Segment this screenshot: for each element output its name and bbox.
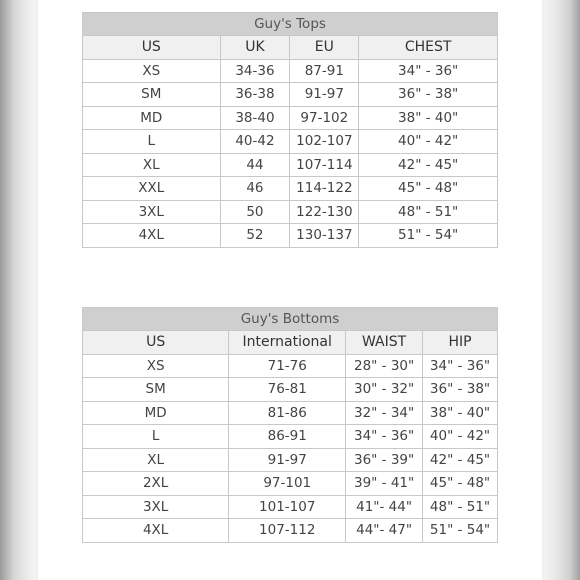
table-cell: 50: [220, 200, 290, 224]
table-cell: 45" - 48": [359, 177, 498, 201]
column-header-waist: WAIST: [346, 331, 423, 355]
tops-header-row: [83, 36, 498, 60]
table-cell: 86-91: [229, 425, 346, 449]
column-header-hip: HIP: [423, 331, 498, 355]
table-cell: 52: [220, 224, 290, 248]
table-cell: 36" - 38": [423, 378, 498, 402]
table-cell: 44"- 47": [346, 519, 423, 543]
table-row: [83, 354, 498, 378]
table-cell: XS: [83, 59, 221, 83]
table-row: [83, 519, 498, 543]
table-cell: 114-122: [290, 177, 359, 201]
table-cell: 28" - 30": [346, 354, 423, 378]
table-cell: 42" - 45": [359, 153, 498, 177]
tops-table-title: Guy's Tops: [83, 13, 498, 36]
table-cell: 122-130: [290, 200, 359, 224]
table-cell: 34" - 36": [359, 59, 498, 83]
table-cell: 38" - 40": [359, 106, 498, 130]
column-header-international: International: [229, 331, 346, 355]
bottoms-header-row: [83, 331, 498, 355]
table-cell: 97-101: [229, 472, 346, 496]
table-cell: 4XL: [83, 519, 229, 543]
table-cell: 46: [220, 177, 290, 201]
table-cell: 71-76: [229, 354, 346, 378]
table-cell: 34" - 36": [423, 354, 498, 378]
table-cell: 36-38: [220, 83, 290, 107]
table-cell: 41"- 44": [346, 495, 423, 519]
table-cell: SM: [83, 378, 229, 402]
column-header-uk: UK: [220, 36, 290, 60]
table-cell: 45" - 48": [423, 472, 498, 496]
table-cell: 51" - 54": [423, 519, 498, 543]
table-row: [83, 200, 498, 224]
table-cell: 48" - 51": [359, 200, 498, 224]
table-row: [83, 378, 498, 402]
table-cell: XS: [83, 354, 229, 378]
table-cell: 51" - 54": [359, 224, 498, 248]
table-cell: 36" - 38": [359, 83, 498, 107]
table-cell: MD: [83, 401, 229, 425]
table-cell: XL: [83, 448, 229, 472]
table-cell: XL: [83, 153, 221, 177]
table-row: [83, 177, 498, 201]
column-header-us: US: [83, 36, 221, 60]
table-row: [83, 83, 498, 107]
table-cell: 34" - 36": [346, 425, 423, 449]
table-cell: 40" - 42": [423, 425, 498, 449]
column-header-eu: EU: [290, 36, 359, 60]
table-cell: 44: [220, 153, 290, 177]
table-cell: 130-137: [290, 224, 359, 248]
table-cell: 3XL: [83, 495, 229, 519]
table-row: [83, 448, 498, 472]
table-row: [83, 495, 498, 519]
table-row: [83, 130, 498, 154]
table-cell: 48" - 51": [423, 495, 498, 519]
table-cell: MD: [83, 106, 221, 130]
table-cell: 102-107: [290, 130, 359, 154]
table-row: [83, 59, 498, 83]
table-cell: 101-107: [229, 495, 346, 519]
table-cell: 36" - 39": [346, 448, 423, 472]
table-cell: 91-97: [229, 448, 346, 472]
table-cell: 3XL: [83, 200, 221, 224]
table-cell: SM: [83, 83, 221, 107]
table-row: [83, 106, 498, 130]
table-cell: 107-114: [290, 153, 359, 177]
bottoms-table-title: Guy's Bottoms: [83, 308, 498, 331]
table-cell: 39" - 41": [346, 472, 423, 496]
table-cell: L: [83, 425, 229, 449]
table-cell: 91-97: [290, 83, 359, 107]
table-row: [83, 224, 498, 248]
table-cell: 4XL: [83, 224, 221, 248]
table-cell: 40" - 42": [359, 130, 498, 154]
table-row: [83, 153, 498, 177]
table-row: [83, 472, 498, 496]
table-cell: 97-102: [290, 106, 359, 130]
table-cell: 30" - 32": [346, 378, 423, 402]
column-header-chest: CHEST: [359, 36, 498, 60]
table-cell: 81-86: [229, 401, 346, 425]
table-cell: 38-40: [220, 106, 290, 130]
table-cell: L: [83, 130, 221, 154]
column-header-us: US: [83, 331, 229, 355]
table-cell: 40-42: [220, 130, 290, 154]
table-row: [83, 401, 498, 425]
table-cell: 34-36: [220, 59, 290, 83]
table-row: [83, 425, 498, 449]
table-cell: 2XL: [83, 472, 229, 496]
table-cell: 107-112: [229, 519, 346, 543]
bottoms-size-table: [82, 307, 498, 543]
table-cell: 38" - 40": [423, 401, 498, 425]
table-cell: XXL: [83, 177, 221, 201]
tops-size-table: [82, 12, 498, 248]
table-cell: 76-81: [229, 378, 346, 402]
table-cell: 87-91: [290, 59, 359, 83]
table-cell: 32" - 34": [346, 401, 423, 425]
table-cell: 42" - 45": [423, 448, 498, 472]
